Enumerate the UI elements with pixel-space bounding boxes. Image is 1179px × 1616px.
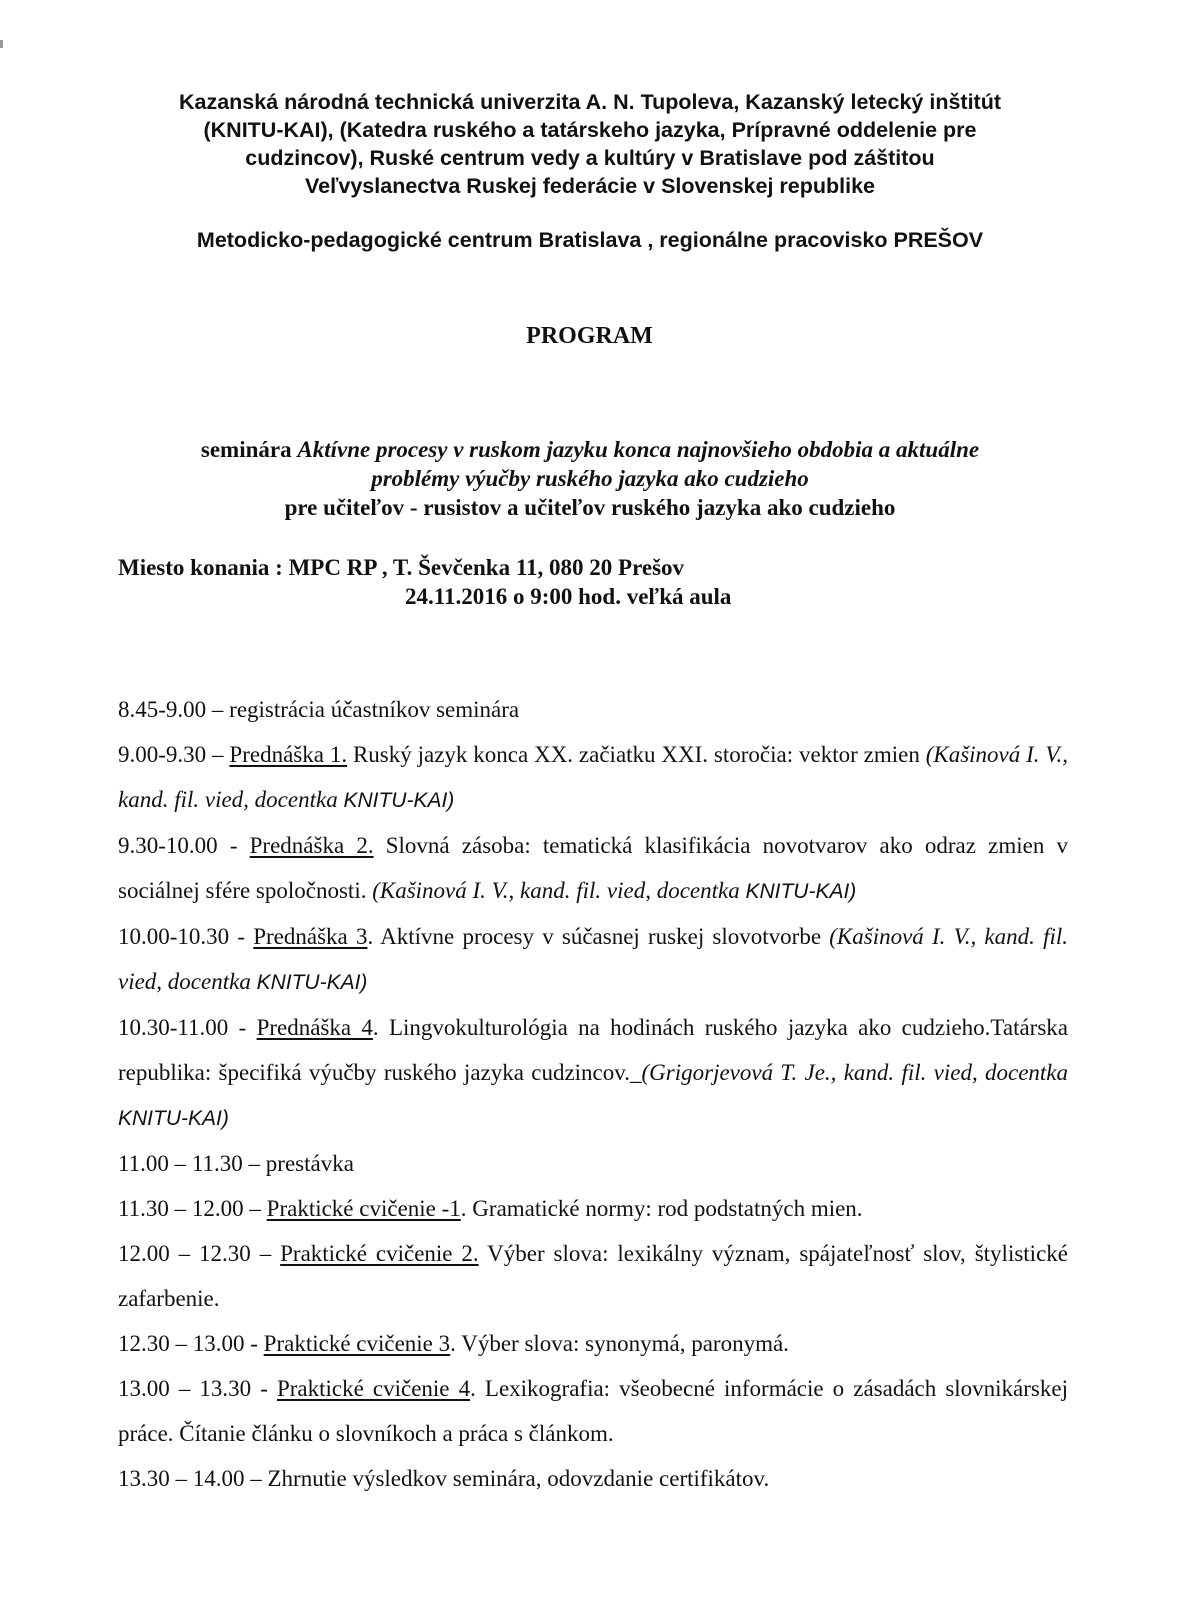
schedule-label: Praktické cvičenie 3 bbox=[263, 1331, 451, 1356]
schedule-label: Prednáška 1. bbox=[229, 742, 348, 767]
schedule-text: Ruský jazyk konca XX. začiatku XXI. storočia: vektor zmien bbox=[347, 742, 926, 767]
schedule-time: 12.30 – 13.00 - bbox=[118, 1331, 264, 1356]
schedule-text: Zhrnutie výsledkov seminára, odovzdanie certifikátov. bbox=[267, 1466, 770, 1491]
venue-block bbox=[118, 553, 731, 611]
schedule-item bbox=[118, 914, 1068, 1005]
schedule-label: Prednáška 3 bbox=[253, 924, 368, 949]
schedule-time: 8.45-9.00 – bbox=[118, 697, 230, 722]
schedule-time: 9.30-10.00 - bbox=[118, 833, 250, 858]
schedule-time: 9.00-9.30 – bbox=[118, 742, 230, 767]
schedule-org: KNITU-KAI) bbox=[256, 971, 368, 994]
schedule-item bbox=[118, 1141, 1068, 1186]
schedule-text: Výber slova: lexikálny význam, spájateľnosť slov, štylistické zafarbenie. bbox=[118, 1241, 1068, 1311]
organizers-header bbox=[80, 88, 1100, 200]
schedule-time: 10.30-11.00 - bbox=[118, 1015, 257, 1040]
venue-line: Miesto konania : MPC RP , T. Ševčenka 11, 080 20 Prešov bbox=[118, 555, 685, 580]
schedule-lecturer: (Kašinová I. V., kand. fil. vied, docentka bbox=[118, 742, 1068, 812]
header-line: cudzincov), Ruské centrum vedy a kultúry v Bratislave pod záštitou bbox=[245, 146, 935, 170]
schedule-text: . Lexikografia: všeobecné informácie o zásadách slovnikárskej práce. Čítanie článku o slovníkoch a práca s článkom. bbox=[118, 1376, 1068, 1446]
schedule-item bbox=[118, 1321, 1068, 1366]
schedule-org: KNITU-KAI) bbox=[118, 1107, 229, 1130]
schedule-gap: _ bbox=[630, 1060, 642, 1085]
seminar-title-block bbox=[110, 435, 1070, 522]
seminar-prefix: seminára bbox=[200, 437, 298, 462]
regional-center-line: Metodicko-pedagogické centrum Bratislava , regionálne pracovisko PREŠOV bbox=[196, 228, 984, 252]
schedule-text: Slovná zásoba: tematická klasifikácia novotvarov ako odraz zmien v sociálnej sfére spoločnosti. bbox=[118, 833, 1068, 903]
schedule-label: Praktické cvičenie 4 bbox=[276, 1376, 471, 1401]
seminar-audience: pre učiteľov - rusistov a učiteľov ruského jazyka ako cudzieho bbox=[284, 495, 896, 520]
schedule-time: 13.00 – 13.30 - bbox=[118, 1376, 277, 1401]
date-line: 24.11.2016 o 9:00 hod. veľká aula bbox=[405, 584, 732, 609]
schedule-lecturer: (Kašinová I. V., kand. fil. vied, docentka bbox=[118, 924, 1068, 994]
schedule-item bbox=[118, 732, 1068, 823]
schedule-time: 10.00-10.30 - bbox=[118, 924, 254, 949]
seminar-title-part1: Aktívne procesy v ruskom jazyku konca najnovšieho obdobia a aktuálne bbox=[297, 437, 980, 462]
schedule-label: Prednáška 2. bbox=[249, 833, 374, 858]
schedule-label: Praktické cvičenie 2. bbox=[280, 1241, 479, 1266]
schedule-text: . Gramatické normy: rod podstatných mien. bbox=[460, 1196, 863, 1221]
schedule-time: 12.00 – 12.30 – bbox=[118, 1241, 281, 1266]
header-line: Veľvyslanectva Ruskej federácie v Slovenskej republike bbox=[305, 174, 875, 198]
scan-edge-mark bbox=[0, 40, 3, 48]
program-title: PROGRAM bbox=[526, 323, 653, 349]
schedule-text: prestávka bbox=[265, 1151, 354, 1176]
schedule-item bbox=[118, 823, 1068, 914]
schedule-item bbox=[118, 1366, 1068, 1456]
schedule-time: 13.30 – 14.00 – bbox=[118, 1466, 268, 1491]
header-line: (KNITU-KAI), (Katedra ruského a tatárskeho jazyka, Prípravné oddelenie pre bbox=[203, 118, 977, 142]
schedule-text: . Aktívne procesy v súčasnej ruskej slovotvorbe bbox=[367, 924, 830, 949]
schedule-time: 11.00 – 11.30 – bbox=[118, 1151, 266, 1176]
schedule-text: registrácia účastníkov seminára bbox=[229, 697, 520, 722]
schedule-time: 11.30 – 12.00 – bbox=[118, 1196, 267, 1221]
schedule-item bbox=[118, 1456, 1068, 1501]
schedule-label: Praktické cvičenie -1 bbox=[266, 1196, 461, 1221]
schedule-lecturer: (Kašinová I. V., kand. fil. vied, docentka bbox=[372, 878, 746, 903]
schedule-label: Prednáška 4 bbox=[256, 1015, 373, 1040]
schedule-item bbox=[118, 687, 1068, 732]
header-line: Kazanská národná technická univerzita A. N. Tupoleva, Kazanský letecký inštitút bbox=[178, 90, 1002, 114]
seminar-title-part2: problémy výučby ruského jazyka ako cudzieho bbox=[371, 466, 809, 491]
schedule-text: . Lingvokulturológia na hodinách ruského jazyka ako cudzieho.Tatárska republika: špecifiká výučby ruského jazyka cudzincov. bbox=[118, 1015, 1068, 1085]
schedule-item bbox=[118, 1231, 1068, 1321]
schedule bbox=[118, 687, 1068, 1501]
schedule-item bbox=[118, 1005, 1068, 1141]
schedule-item bbox=[118, 1186, 1068, 1231]
schedule-org: KNITU-KAI) bbox=[343, 789, 455, 812]
schedule-org: KNITU-KAI) bbox=[745, 880, 857, 903]
schedule-text: . Výber slova: synonymá, paronymá. bbox=[450, 1331, 789, 1356]
schedule-lecturer: (Grigorjevová T. Je., kand. fil. vied, docentka bbox=[641, 1060, 1069, 1085]
